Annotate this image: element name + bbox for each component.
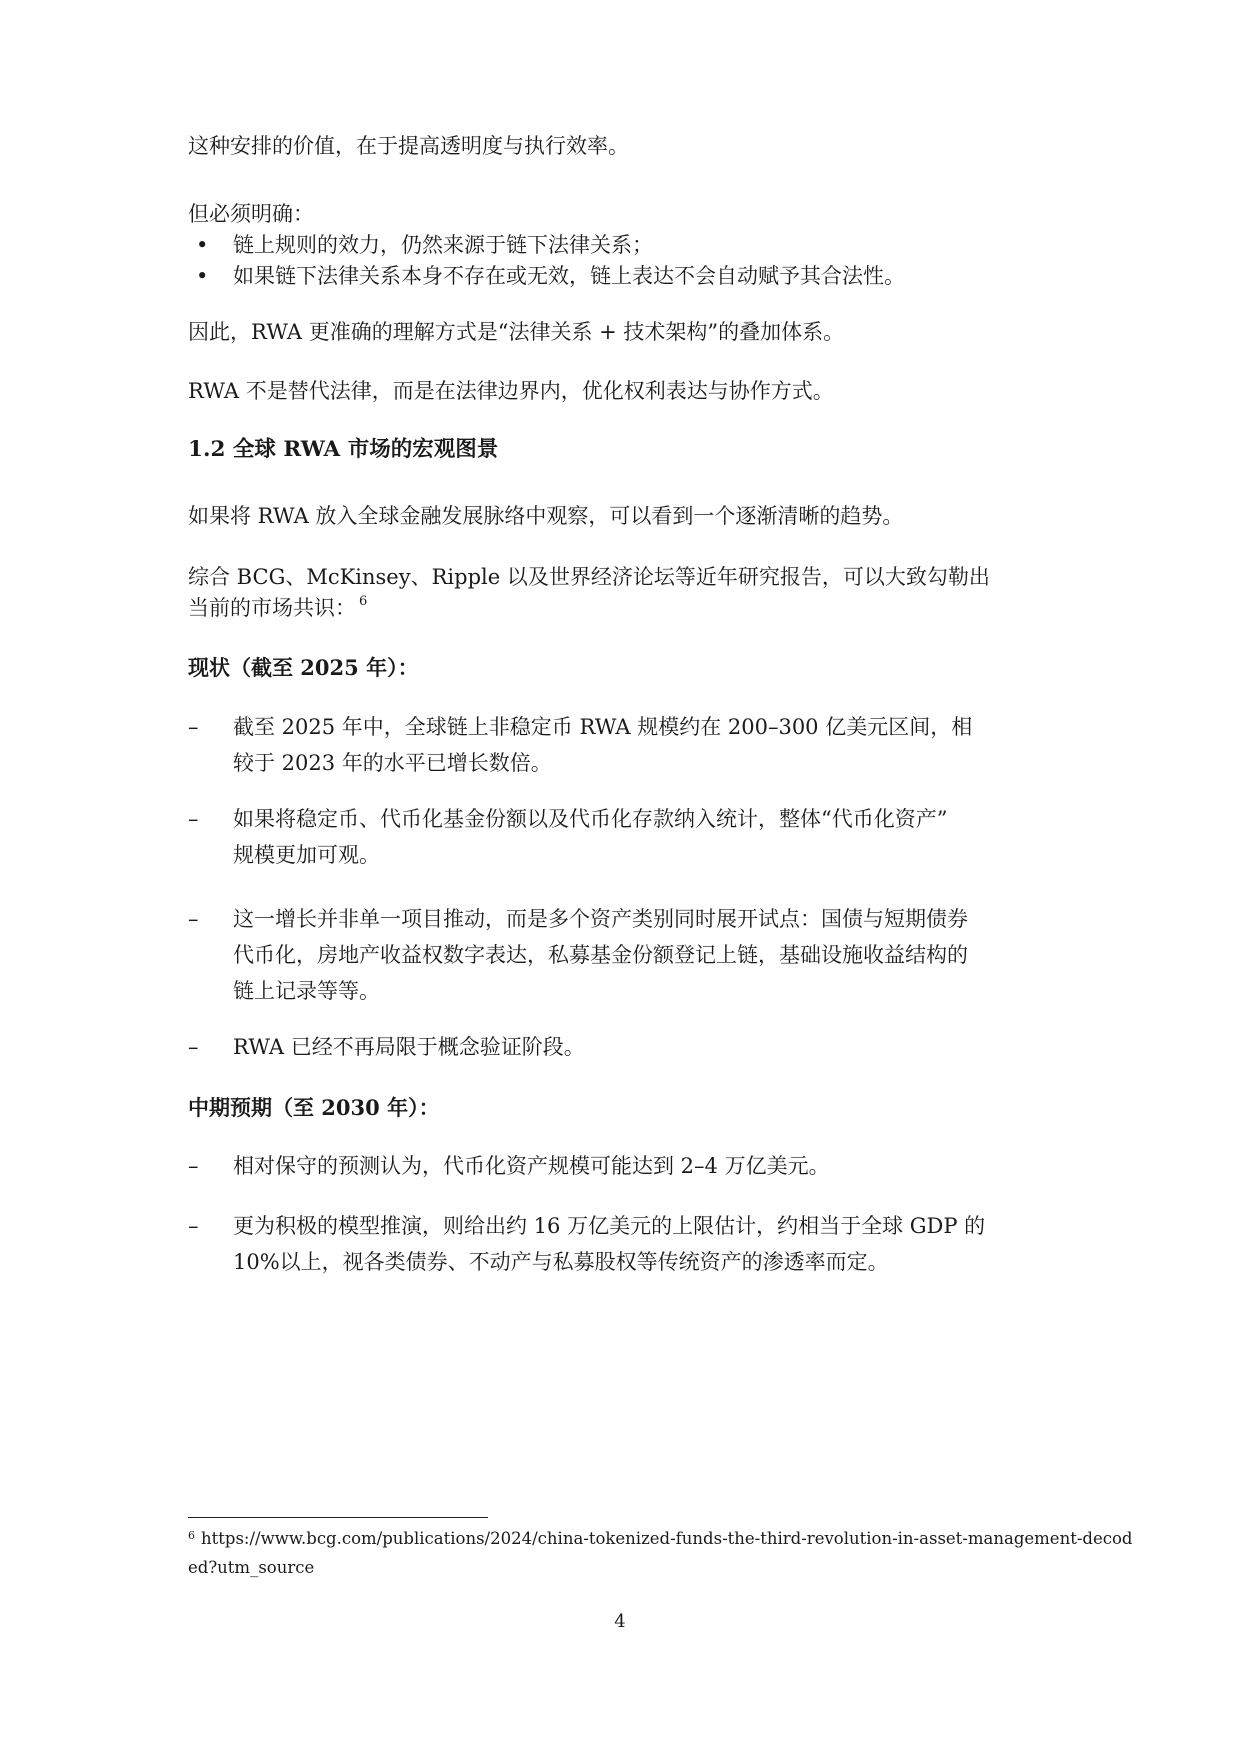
footnote-number: 6 [188, 1529, 195, 1542]
footnote-reference[interactable]: 6 [359, 594, 368, 609]
dash-icon: – [188, 1035, 199, 1059]
footnote [188, 1524, 1133, 1582]
footnote-link[interactable]: https://www.bcg.com/publications/2024/china-tokenized-funds-the-third-revolution-in-asset-management-decod [201, 1529, 1133, 1548]
footnote-line [188, 1524, 1133, 1553]
bullet-icon: • [196, 264, 209, 288]
paragraph: 如果将 RWA 放入全球金融发展脉络中观察，可以看到一个逐渐清晰的趋势。 [188, 504, 904, 528]
page-number: 4 [614, 1611, 626, 1632]
footnote-link-continued[interactable]: ed?utm_source [188, 1558, 315, 1577]
outlook-heading: 中期预期（至 2030 年）： [188, 1095, 440, 1120]
list-item-line: 这一增长并非单一项目推动，而是多个资产类别同时展开试点：国债与短期债券 [233, 907, 968, 931]
bullet-text: 链上规则的效力，仍然来源于链下法律关系； [233, 233, 653, 257]
bullet-text: 如果链下法律关系本身不存在或无效，链上表达不会自动赋予其合法性。 [233, 264, 905, 288]
list-item-line: 链上记录等等。 [233, 979, 380, 1003]
paragraph: 因此，RWA 更准确的理解方式是“法律关系 + 技术架构”的叠加体系。 [188, 320, 845, 344]
list-item-line: 代币化，房地产收益权数字表达，私募基金份额登记上链，基础设施收益结构的 [233, 943, 968, 967]
paragraph [188, 590, 1048, 626]
dash-icon: – [188, 715, 199, 739]
status-heading: 现状（截至 2025 年）： [188, 655, 419, 680]
paragraph: 这种安排的价值，在于提高透明度与执行效率。 [188, 134, 629, 158]
dash-icon: – [188, 807, 199, 831]
list-item-line: 10%以上，视各类债券、不动产与私募股权等传统资产的渗透率而定。 [233, 1250, 889, 1274]
list-item-line: 较于 2023 年的水平已增长数倍。 [233, 751, 552, 775]
paragraph-text: 当前的市场共识： [188, 596, 356, 620]
bullet-icon: • [196, 233, 209, 257]
list-item-line: 截至 2025 年中，全球链上非稳定币 RWA 规模约在 200–300 亿美元区间，相 [233, 715, 973, 739]
list-item-line: 规模更加可观。 [233, 843, 380, 867]
list-item-line: 如果将稳定币、代币化基金份额以及代币化存款纳入统计，整体“代币化资产” [233, 807, 948, 831]
list-item-line: 相对保守的预测认为，代币化资产规模可能达到 2–4 万亿美元。 [233, 1154, 830, 1178]
section-heading: 1.2 全球 RWA 市场的宏观图景 [188, 437, 499, 462]
footnote-divider [188, 1517, 488, 1518]
paragraph: RWA 不是替代法律，而是在法律边界内，优化权利表达与协作方式。 [188, 379, 834, 403]
paragraph: 综合 BCG、McKinsey、Ripple 以及世界经济论坛等近年研究报告，可以大致勾勒出 [188, 565, 990, 589]
dash-icon: – [188, 1154, 199, 1178]
list-item-line: 更为积极的模型推演，则给出约 16 万亿美元的上限估计，约相当于全球 GDP 的 [233, 1214, 986, 1238]
paragraph: 但必须明确： [188, 202, 314, 226]
dash-icon: – [188, 1214, 199, 1238]
dash-icon: – [188, 907, 199, 931]
list-item-line: RWA 已经不再局限于概念验证阶段。 [233, 1035, 585, 1059]
